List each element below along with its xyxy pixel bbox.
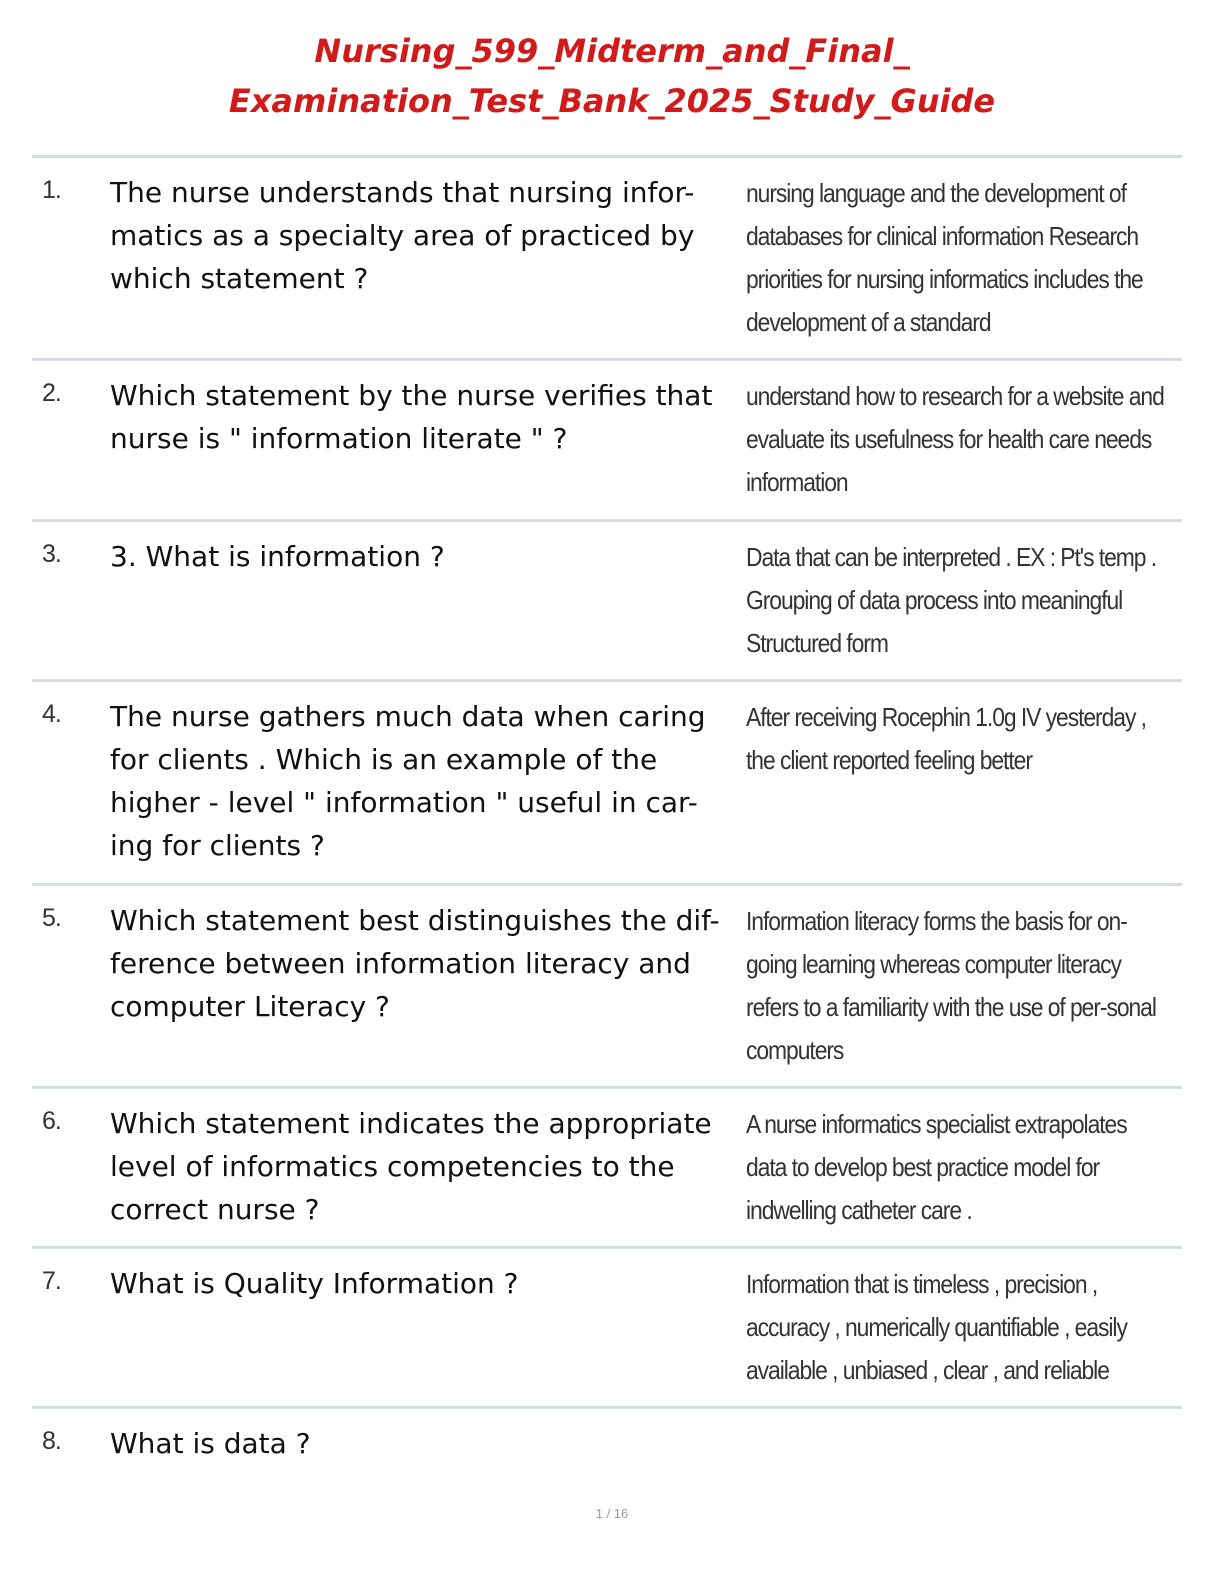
question-number: 7. [42, 1267, 61, 1295]
question-row [32, 519, 1182, 679]
answer-text: Data that can be interpreted . EX : Pt's temp . Grouping of data process into meaningful Structured form [746, 542, 1157, 658]
question-row [32, 679, 1182, 883]
question-row [32, 1246, 1182, 1406]
question-row [32, 883, 1182, 1086]
document-title-line-2: Examination_Test_Bank_2025_Study_Guide [228, 82, 996, 120]
question-text: The nurse gathers much data when caring for clients . Which is an example of the higher - level " information " useful in car-ing for clients ? [110, 700, 706, 862]
question-text: The nurse understands that nursing infor-matics as a specialty area of practiced by which statement ? [110, 176, 695, 295]
answer-text: understand how to research for a website and evaluate its usefulness for health care needs information [746, 381, 1164, 497]
question-number: 6. [42, 1107, 61, 1135]
answer-text: Information that is timeless , precision , accuracy , numerically quantifiable , easily available , unbiased , clear , and reliable [746, 1269, 1127, 1385]
question-text: Which statement best distinguishes the dif-ference between information literacy and computer Literacy ? [110, 904, 720, 1023]
document-title-line-1: Nursing_599_Midterm_and_Final_ [314, 32, 910, 70]
question-text: 3. What is information ? [110, 540, 445, 573]
question-list [32, 155, 1182, 1486]
question-text: Which statement by the nurse verifies that nurse is " information literate " ? [110, 379, 713, 455]
answer-text: After receiving Rocephin 1.0g IV yesterday , the client reported feeling better [746, 702, 1146, 775]
question-row [32, 358, 1182, 519]
question-text: What is data ? [110, 1427, 311, 1460]
question-number: 4. [42, 700, 61, 728]
document-title [0, 26, 1224, 126]
answer-text: A nurse informatics specialist extrapolates data to develop best practice model for indwelling catheter care . [746, 1109, 1127, 1225]
question-number: 5. [42, 904, 61, 932]
question-row [32, 155, 1182, 358]
page-indicator: 1 / 16 [595, 1506, 629, 1521]
question-text: Which statement indicates the appropriate level of informatics competencies to the correct nurse ? [110, 1107, 712, 1226]
answer-text: nursing language and the development of databases for clinical information Research priorities for nursing informatics includes the development of a standard [746, 178, 1143, 337]
question-text: What is Quality Information ? [110, 1267, 519, 1300]
answer-text: Information literacy forms the basis for on-going learning whereas computer literacy refers to a familiarity with the use of per-sonal computers [746, 906, 1156, 1065]
question-number: 1. [42, 176, 61, 204]
question-row [32, 1406, 1182, 1486]
question-row [32, 1086, 1182, 1246]
question-number: 2. [42, 379, 61, 407]
question-number: 8. [42, 1427, 61, 1455]
question-number: 3. [42, 540, 61, 568]
